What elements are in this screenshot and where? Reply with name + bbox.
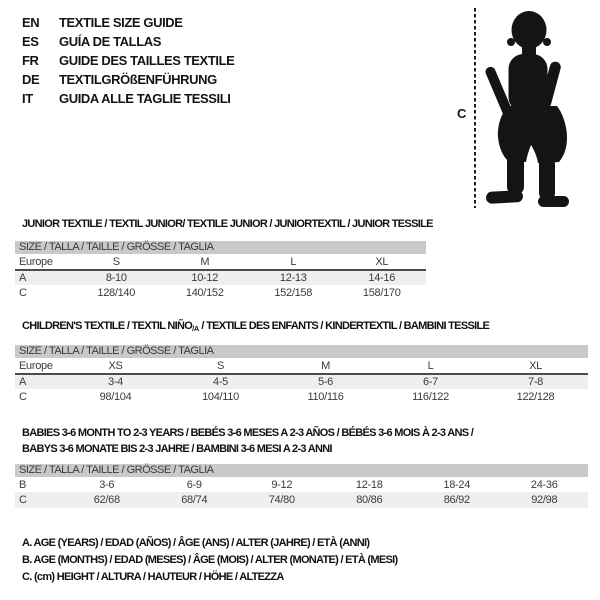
value-cell: 86/92 <box>443 494 470 506</box>
value-cell: 116/122 <box>412 390 449 403</box>
junior-table <box>15 241 426 300</box>
size-cell: XL <box>529 359 542 372</box>
size-cell: S <box>216 359 225 372</box>
size-header-bar: SIZE / TALLA / TAILLE / GRÖSSE / TAGLIA <box>15 345 588 358</box>
language-row <box>22 89 234 108</box>
value-cell: 3-4 <box>108 375 123 388</box>
language-code: FR <box>22 53 39 68</box>
row-label-cell: B <box>19 478 27 491</box>
table-row <box>15 254 426 269</box>
legend-line-c: C. (cm) HEIGHT / ALTURA / HAUTEUR / HÖHE / ALTEZZA <box>22 571 284 583</box>
size-cell: M <box>200 255 210 268</box>
value-cell: 3-6 <box>99 478 115 491</box>
row-label-cell: Europe <box>19 255 53 268</box>
value-cell: 152/158 <box>274 286 313 299</box>
junior-table-title: JUNIOR TEXTILE / TEXTIL JUNIOR/ TEXTILE JUNIOR / JUNIORTEXTIL / JUNIOR TESSILE <box>22 218 433 230</box>
value-cell: 98/104 <box>99 390 132 403</box>
height-dashed-line <box>474 8 476 208</box>
value-cell: 62/68 <box>93 494 120 506</box>
value-cell: 92/98 <box>531 494 558 506</box>
value-cell: 122/128 <box>516 390 555 403</box>
value-cell: 158/170 <box>362 286 401 299</box>
legend-line-a: A. AGE (YEARS) / EDAD (AÑOS) / ÂGE (ANS) / ALTER (JAHRE) / ETÀ (ANNI) <box>22 537 370 549</box>
language-row <box>22 13 234 32</box>
value-cell: 12-13 <box>279 271 307 284</box>
height-label-c: C <box>457 106 467 121</box>
row-label-cell: A <box>19 271 27 284</box>
value-cell: 128/140 <box>97 286 136 299</box>
value-cell: 68/74 <box>181 494 208 506</box>
value-cell: 12-18 <box>355 478 383 491</box>
size-header-bar: SIZE / TALLA / TAILLE / GRÖSSE / TAGLIA <box>15 464 588 477</box>
subscript-text: /A <box>192 324 199 333</box>
size-cell: XS <box>108 359 123 372</box>
row-label-cell: C <box>19 494 27 506</box>
language-name: GUÍA DE TALLAS <box>59 34 162 49</box>
table-row <box>15 477 588 492</box>
row-label-cell: A <box>19 375 27 388</box>
value-cell: 140/152 <box>185 286 224 299</box>
language-code: DE <box>22 72 40 87</box>
value-cell: 24-36 <box>530 478 558 491</box>
size-cell: L <box>290 255 297 268</box>
size-cell: S <box>112 255 120 268</box>
value-cell: 18-24 <box>443 478 471 491</box>
size-header-bar: SIZE / TALLA / TAILLE / GRÖSSE / TAGLIA <box>15 241 426 254</box>
table-row <box>15 492 588 508</box>
language-row <box>22 32 234 51</box>
table-row <box>15 271 426 286</box>
table-row <box>15 389 588 404</box>
size-cell: L <box>427 359 434 372</box>
size-cell: M <box>321 359 330 372</box>
language-name: TEXTILE SIZE GUIDE <box>59 15 183 30</box>
children-table <box>15 345 588 404</box>
value-cell: 14-16 <box>368 271 396 284</box>
language-code: EN <box>22 15 40 30</box>
value-cell: 6-9 <box>186 478 202 491</box>
value-cell: 104/110 <box>202 390 239 403</box>
value-cell: 80/86 <box>356 494 383 506</box>
legend <box>22 535 397 586</box>
language-row <box>22 51 234 70</box>
table-row <box>15 375 588 390</box>
value-cell: 110/116 <box>307 390 344 403</box>
language-name: GUIDE DES TAILLES TEXTILE <box>59 53 235 68</box>
row-label-cell: C <box>19 286 27 299</box>
value-cell: 9-12 <box>271 478 293 491</box>
row-label-cell: C <box>19 390 27 403</box>
language-code: ES <box>22 34 39 49</box>
language-row <box>22 70 234 89</box>
children-table-title: CHILDREN'S TEXTILE / TEXTIL $NIÑO_{/A}$ / TEXTILE DES ENFANTS / KINDERTEXTIL / BAMBINI TESSILE <box>22 320 490 333</box>
value-cell: 5-6 <box>318 375 333 388</box>
babies-table-title <box>22 425 473 457</box>
size-cell: XL <box>375 255 389 268</box>
table-row <box>15 358 588 373</box>
babies-title-line1: BABIES 3-6 MONTH TO 2-3 YEARS / BEBÉS 3-6 MESES A 2-3 AÑOS / BÉBÉS 3-6 MOIS À 2-3 ANS / <box>22 427 474 439</box>
language-code: IT <box>22 91 33 106</box>
table-row <box>15 285 426 300</box>
value-cell: 4-5 <box>213 375 228 388</box>
value-cell: 6-7 <box>423 375 438 388</box>
babies-title-line2: BABYS 3-6 MONATE BIS 2-3 JAHRE / BAMBINI 3-6 MESI A 2-3 ANNI <box>22 443 332 455</box>
baby-silhouette-icon <box>481 2 599 214</box>
value-cell: 74/80 <box>268 494 295 506</box>
value-cell: 8-10 <box>105 271 127 284</box>
language-name: GUIDA ALLE TAGLIE TESSILI <box>59 91 231 106</box>
language-name: TEXTILGRÖßENFÜHRUNG <box>59 72 217 87</box>
value-cell: 7-8 <box>528 375 543 388</box>
babies-table <box>15 464 588 508</box>
row-label-cell: Europe <box>19 359 53 372</box>
legend-line-b: B. AGE (MONTHS) / EDAD (MESES) / ÂGE (MOIS) / ALTER (MONATE) / ETÀ (MESI) <box>22 554 398 566</box>
language-list <box>22 13 234 108</box>
value-cell: 10-12 <box>191 271 219 284</box>
